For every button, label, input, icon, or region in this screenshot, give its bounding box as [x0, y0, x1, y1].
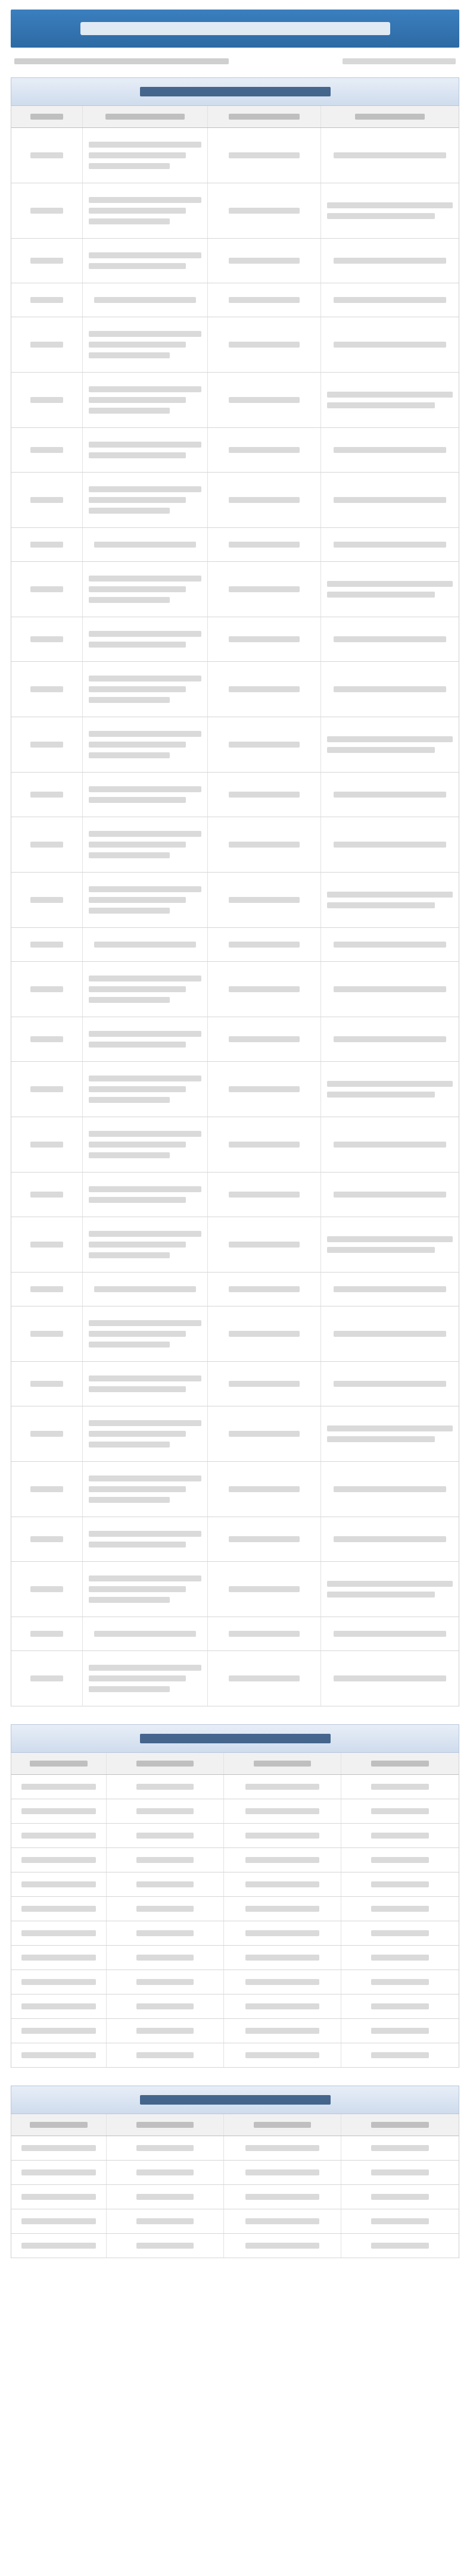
table-cell — [224, 2043, 341, 2067]
table-cell — [83, 283, 208, 317]
table-cell — [11, 128, 83, 183]
table-cell — [321, 1462, 459, 1517]
table-cell — [341, 1824, 459, 1847]
table-cell — [83, 183, 208, 238]
table-row — [11, 562, 459, 617]
table-cell — [107, 1897, 224, 1921]
table-cell — [11, 1651, 83, 1706]
table-cell — [321, 562, 459, 617]
table-cell — [107, 1970, 224, 1994]
table-cell — [11, 2234, 107, 2258]
table-cell — [208, 873, 321, 927]
table-row — [11, 1824, 459, 1848]
table-row — [11, 817, 459, 873]
table-cell — [107, 2209, 224, 2233]
table-cell — [321, 662, 459, 717]
table-cell — [83, 1117, 208, 1172]
table-cell — [321, 817, 459, 872]
table-cell — [107, 1994, 224, 2018]
table-row — [11, 373, 459, 428]
table-2 — [11, 1753, 459, 2068]
table-cell — [321, 1306, 459, 1361]
table-row — [11, 1517, 459, 1562]
table-cell — [11, 183, 83, 238]
header-cell-2 — [107, 1753, 224, 1774]
table-cell — [321, 1017, 459, 1061]
table-cell — [224, 2234, 341, 2258]
table-row — [11, 1017, 459, 1062]
header-cell-2 — [83, 106, 208, 127]
table-cell — [107, 2136, 224, 2160]
table-cell — [208, 373, 321, 427]
table-cell — [83, 317, 208, 372]
table-row — [11, 317, 459, 373]
table-cell — [11, 1897, 107, 1921]
table-cell — [83, 373, 208, 427]
table-cell — [11, 2043, 107, 2067]
table-cell — [224, 1799, 341, 1823]
section-header-2 — [11, 1724, 459, 1753]
table-row — [11, 2234, 459, 2258]
table-cell — [224, 1897, 341, 1921]
table-row — [11, 2019, 459, 2043]
table-cell — [11, 1273, 83, 1306]
table-cell — [208, 1517, 321, 1561]
table-cell — [11, 1970, 107, 1994]
table-cell — [224, 1824, 341, 1847]
table-cell — [208, 428, 321, 472]
table-cell — [224, 1921, 341, 1945]
table-cell — [11, 1921, 107, 1945]
table-cell — [83, 1462, 208, 1517]
table-cell — [83, 1517, 208, 1561]
table-cell — [224, 2185, 341, 2209]
table-cell — [11, 373, 83, 427]
table-cell — [11, 1406, 83, 1461]
table-cell — [341, 1848, 459, 1872]
table-cell — [83, 428, 208, 472]
table-cell — [11, 717, 83, 772]
table-row — [11, 473, 459, 528]
table-cell — [321, 773, 459, 817]
table-cell — [224, 2209, 341, 2233]
section-title-placeholder-3 — [140, 2095, 331, 2105]
table-cell — [208, 662, 321, 717]
table-cell — [321, 1362, 459, 1406]
table-cell — [107, 2043, 224, 2067]
table-row — [11, 1562, 459, 1617]
table-cell — [11, 873, 83, 927]
table-cell — [11, 962, 83, 1017]
table-cell — [321, 128, 459, 183]
table-cell — [208, 1062, 321, 1117]
table-cell — [341, 1994, 459, 2018]
table-cell — [341, 2209, 459, 2233]
table-cell — [321, 928, 459, 961]
table-row — [11, 2161, 459, 2185]
table-cell — [83, 617, 208, 661]
table-cell — [341, 1946, 459, 1969]
table-cell — [83, 1362, 208, 1406]
table-cell — [11, 1562, 83, 1617]
table-cell — [107, 1946, 224, 1969]
header-cell-3 — [208, 106, 321, 127]
table-row — [11, 1921, 459, 1946]
table-cell — [11, 2161, 107, 2184]
table-cell — [83, 528, 208, 561]
table-cell — [11, 1775, 107, 1799]
title-placeholder — [80, 22, 390, 35]
table-cell — [107, 1775, 224, 1799]
table-cell — [208, 773, 321, 817]
table-cell — [11, 1173, 83, 1217]
table-row — [11, 873, 459, 928]
table-cell — [224, 1946, 341, 1969]
header-cell-3 — [224, 2114, 341, 2136]
meta-left-placeholder — [14, 58, 229, 64]
table-cell — [321, 1117, 459, 1172]
table-row — [11, 1848, 459, 1872]
header-cell-1 — [11, 106, 83, 127]
table-cell — [208, 1306, 321, 1361]
table-cell — [11, 2136, 107, 2160]
table-cell — [208, 1362, 321, 1406]
table-cell — [11, 617, 83, 661]
table-cell — [208, 962, 321, 1017]
table-row — [11, 283, 459, 317]
table-cell — [208, 528, 321, 561]
table-cell — [341, 1775, 459, 1799]
table-cell — [341, 1921, 459, 1945]
table-cell — [83, 1406, 208, 1461]
table-row — [11, 928, 459, 962]
table-row — [11, 128, 459, 183]
table-cell — [83, 1562, 208, 1617]
table-row — [11, 1775, 459, 1799]
table-row — [11, 2209, 459, 2234]
table-header-row-3 — [11, 2114, 459, 2136]
table-cell — [321, 428, 459, 472]
table-cell — [83, 239, 208, 283]
table-cell — [321, 717, 459, 772]
table-row — [11, 1970, 459, 1994]
table-cell — [224, 1775, 341, 1799]
table-row — [11, 1217, 459, 1273]
table-row — [11, 1362, 459, 1406]
table-cell — [321, 1062, 459, 1117]
table-cell — [208, 1017, 321, 1061]
table-cell — [208, 1562, 321, 1617]
table-row — [11, 1062, 459, 1117]
table-cell — [107, 2234, 224, 2258]
table-cell — [83, 473, 208, 527]
table-cell — [208, 283, 321, 317]
table-cell — [321, 473, 459, 527]
table-cell — [83, 1617, 208, 1650]
table-cell — [83, 928, 208, 961]
table-cell — [11, 528, 83, 561]
table-row — [11, 717, 459, 773]
table-cell — [341, 1872, 459, 1896]
table-cell — [11, 1848, 107, 1872]
table-cell — [321, 239, 459, 283]
section-title-placeholder-1 — [140, 87, 331, 96]
table-cell — [208, 183, 321, 238]
table-cell — [11, 1062, 83, 1117]
table-cell — [208, 1273, 321, 1306]
table-cell — [11, 239, 83, 283]
table-cell — [224, 2136, 341, 2160]
table-cell — [11, 1362, 83, 1406]
table-row — [11, 1897, 459, 1921]
table-cell — [11, 473, 83, 527]
table-3 — [11, 2114, 459, 2258]
table-row — [11, 662, 459, 717]
table-row — [11, 2185, 459, 2209]
table-cell — [208, 1217, 321, 1272]
table-cell — [11, 317, 83, 372]
table-cell — [107, 1921, 224, 1945]
table-row — [11, 1651, 459, 1706]
table-cell — [341, 2161, 459, 2184]
table-cell — [11, 2019, 107, 2043]
table-row — [11, 1872, 459, 1897]
table-cell — [83, 562, 208, 617]
table-cell — [83, 128, 208, 183]
table-cell — [208, 239, 321, 283]
table-cell — [321, 283, 459, 317]
table-cell — [208, 1617, 321, 1650]
table-cell — [83, 1217, 208, 1272]
table-cell — [83, 662, 208, 717]
table-cell — [321, 373, 459, 427]
table-cell — [224, 1848, 341, 1872]
table-cell — [11, 1872, 107, 1896]
table-cell — [208, 817, 321, 872]
table-cell — [341, 2185, 459, 2209]
table-cell — [224, 2019, 341, 2043]
table-cell — [11, 1617, 83, 1650]
table-cell — [107, 1824, 224, 1847]
table-cell — [321, 1217, 459, 1272]
table-row — [11, 2043, 459, 2068]
table-cell — [11, 1946, 107, 1969]
meta-right-placeholder — [343, 58, 456, 64]
table-cell — [11, 562, 83, 617]
header-cell-1 — [11, 2114, 107, 2136]
table-cell — [11, 1217, 83, 1272]
table-cell — [83, 773, 208, 817]
table-row — [11, 962, 459, 1017]
table-cell — [321, 1273, 459, 1306]
table-cell — [11, 428, 83, 472]
table-cell — [11, 662, 83, 717]
table-row — [11, 1406, 459, 1462]
header-cell-4 — [341, 2114, 459, 2136]
table-cell — [11, 1462, 83, 1517]
table-row — [11, 1306, 459, 1362]
section-title-placeholder-2 — [140, 1734, 331, 1743]
table-header-row-2 — [11, 1753, 459, 1775]
table-cell — [321, 1617, 459, 1650]
table-cell — [83, 817, 208, 872]
table-cell — [321, 183, 459, 238]
table-row — [11, 773, 459, 817]
table-row — [11, 1946, 459, 1970]
header-cell-2 — [107, 2114, 224, 2136]
table-row — [11, 1273, 459, 1306]
table-row — [11, 1462, 459, 1517]
table-cell — [208, 1173, 321, 1217]
table-cell — [11, 1306, 83, 1361]
table-cell — [341, 1799, 459, 1823]
section-header-1 — [11, 77, 459, 106]
table-cell — [11, 1117, 83, 1172]
table-row — [11, 1617, 459, 1651]
table-cell — [83, 1651, 208, 1706]
table-cell — [107, 2161, 224, 2184]
table-row — [11, 528, 459, 562]
table-cell — [11, 773, 83, 817]
table-cell — [208, 317, 321, 372]
header-cell-1 — [11, 1753, 107, 1774]
table-cell — [107, 1799, 224, 1823]
table-1 — [11, 106, 459, 1706]
table-row — [11, 428, 459, 473]
table-cell — [208, 1462, 321, 1517]
table-cell — [321, 1651, 459, 1706]
table-cell — [83, 717, 208, 772]
table-cell — [224, 1994, 341, 2018]
table-cell — [321, 617, 459, 661]
table-cell — [341, 2043, 459, 2067]
table-cell — [224, 1970, 341, 1994]
table-cell — [208, 928, 321, 961]
table-cell — [83, 1306, 208, 1361]
table-cell — [107, 2019, 224, 2043]
meta-row — [11, 54, 459, 69]
table-cell — [208, 1651, 321, 1706]
table-cell — [208, 128, 321, 183]
table-cell — [321, 873, 459, 927]
table-cell — [83, 1173, 208, 1217]
table-cell — [107, 1848, 224, 1872]
table-row — [11, 617, 459, 662]
table-cell — [341, 2019, 459, 2043]
table-cell — [208, 473, 321, 527]
header-cell-4 — [321, 106, 459, 127]
table-cell — [11, 283, 83, 317]
table-cell — [224, 2161, 341, 2184]
table-cell — [208, 617, 321, 661]
hero-banner — [11, 10, 459, 48]
table-cell — [321, 1173, 459, 1217]
table-header-row-1 — [11, 106, 459, 128]
table-cell — [341, 2234, 459, 2258]
table-cell — [321, 528, 459, 561]
table-cell — [11, 2209, 107, 2233]
table-cell — [321, 1517, 459, 1561]
table-cell — [341, 2136, 459, 2160]
section-header-3 — [11, 2086, 459, 2114]
table-cell — [341, 1970, 459, 1994]
table-cell — [107, 1872, 224, 1896]
table-cell — [341, 1897, 459, 1921]
table-cell — [107, 2185, 224, 2209]
table-cell — [83, 1062, 208, 1117]
table-cell — [83, 873, 208, 927]
table-cell — [11, 1017, 83, 1061]
table-cell — [11, 1994, 107, 2018]
table-cell — [83, 1017, 208, 1061]
header-cell-4 — [341, 1753, 459, 1774]
table-cell — [11, 1517, 83, 1561]
table-row — [11, 1994, 459, 2019]
table-row — [11, 239, 459, 283]
table-row — [11, 2136, 459, 2161]
table-cell — [321, 1406, 459, 1461]
table-row — [11, 1173, 459, 1217]
table-cell — [321, 1562, 459, 1617]
table-cell — [83, 962, 208, 1017]
table-row — [11, 1117, 459, 1173]
table-cell — [208, 717, 321, 772]
table-cell — [11, 2185, 107, 2209]
table-row — [11, 1799, 459, 1824]
table-cell — [11, 1799, 107, 1823]
table-cell — [208, 1117, 321, 1172]
table-cell — [11, 817, 83, 872]
table-cell — [208, 1406, 321, 1461]
table-cell — [208, 562, 321, 617]
table-cell — [224, 1872, 341, 1896]
table-cell — [11, 1824, 107, 1847]
table-cell — [83, 1273, 208, 1306]
table-cell — [11, 928, 83, 961]
table-cell — [321, 962, 459, 1017]
header-cell-3 — [224, 1753, 341, 1774]
table-row — [11, 183, 459, 239]
table-cell — [321, 317, 459, 372]
